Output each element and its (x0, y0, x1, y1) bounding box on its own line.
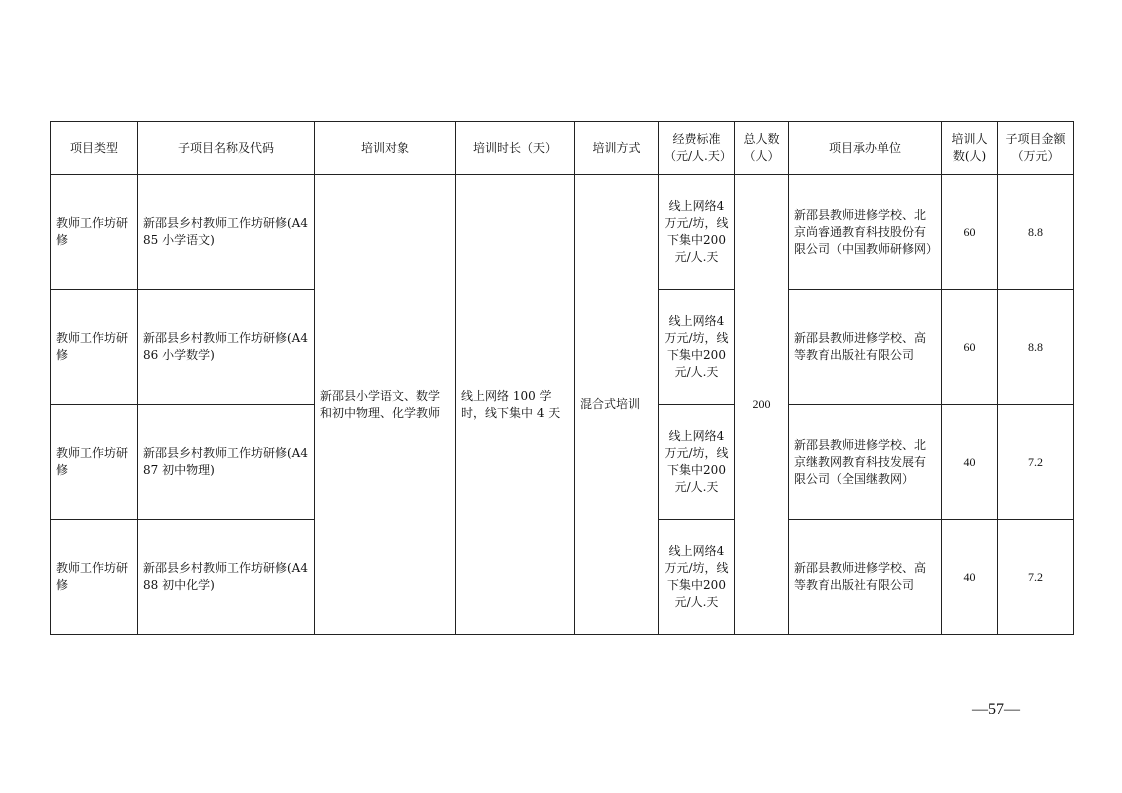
header-total-people: 总人数（人） (735, 122, 789, 175)
header-row (51, 122, 1074, 175)
cell-trainee-count: 40 (942, 520, 998, 635)
cell-budget-standard: 线上网络4万元/坊，线下集中200元/人.天 (659, 175, 735, 290)
cell-project-type: 教师工作坊研修 (51, 405, 138, 520)
cell-amount: 8.8 (998, 290, 1074, 405)
cell-training-duration: 线上网络 100 学时，线下集中 4 天 (456, 175, 575, 635)
cell-training-method: 混合式培训 (575, 175, 659, 635)
cell-budget-standard: 线上网络4万元/坊，线下集中200元/人.天 (659, 290, 735, 405)
header-target: 培训对象 (315, 122, 456, 175)
cell-organizer: 新邵县教师进修学校、北京继教网教育科技发展有限公司（全国继教网） (789, 405, 942, 520)
cell-project-type: 教师工作坊研修 (51, 290, 138, 405)
cell-subproject-name: 新邵县乡村教师工作坊研修(A486 小学数学) (138, 290, 315, 405)
cell-organizer: 新邵县教师进修学校、北京尚睿通教育科技股份有限公司（中国教师研修网） (789, 175, 942, 290)
header-budget-standard: 经费标准（元/人.天） (659, 122, 735, 175)
cell-trainee-count: 40 (942, 405, 998, 520)
cell-total-people: 200 (735, 175, 789, 635)
header-duration: 培训时长（天） (456, 122, 575, 175)
cell-training-target: 新邵县小学语文、数学和初中物理、化学教师 (315, 175, 456, 635)
cell-project-type: 教师工作坊研修 (51, 520, 138, 635)
cell-trainee-count: 60 (942, 175, 998, 290)
cell-project-type: 教师工作坊研修 (51, 175, 138, 290)
header-project-type: 项目类型 (51, 122, 138, 175)
header-organizer: 项目承办单位 (789, 122, 942, 175)
page-number: —57— (972, 701, 1020, 718)
cell-trainee-count: 60 (942, 290, 998, 405)
cell-budget-standard: 线上网络4万元/坊，线下集中200元/人.天 (659, 520, 735, 635)
header-trainee-count: 培训人数(人) (942, 122, 998, 175)
header-amount: 子项目金额（万元） (998, 122, 1074, 175)
cell-organizer: 新邵县教师进修学校、高等教育出版社有限公司 (789, 520, 942, 635)
header-method: 培训方式 (575, 122, 659, 175)
table-row (51, 175, 1074, 290)
training-project-table (50, 121, 1074, 635)
cell-subproject-name: 新邵县乡村教师工作坊研修(A485 小学语文) (138, 175, 315, 290)
cell-budget-standard: 线上网络4万元/坊，线下集中200元/人.天 (659, 405, 735, 520)
cell-subproject-name: 新邵县乡村教师工作坊研修(A487 初中物理) (138, 405, 315, 520)
cell-amount: 7.2 (998, 520, 1074, 635)
cell-amount: 7.2 (998, 405, 1074, 520)
cell-amount: 8.8 (998, 175, 1074, 290)
header-subproject-name: 子项目名称及代码 (138, 122, 315, 175)
cell-subproject-name: 新邵县乡村教师工作坊研修(A488 初中化学) (138, 520, 315, 635)
cell-organizer: 新邵县教师进修学校、高等教育出版社有限公司 (789, 290, 942, 405)
